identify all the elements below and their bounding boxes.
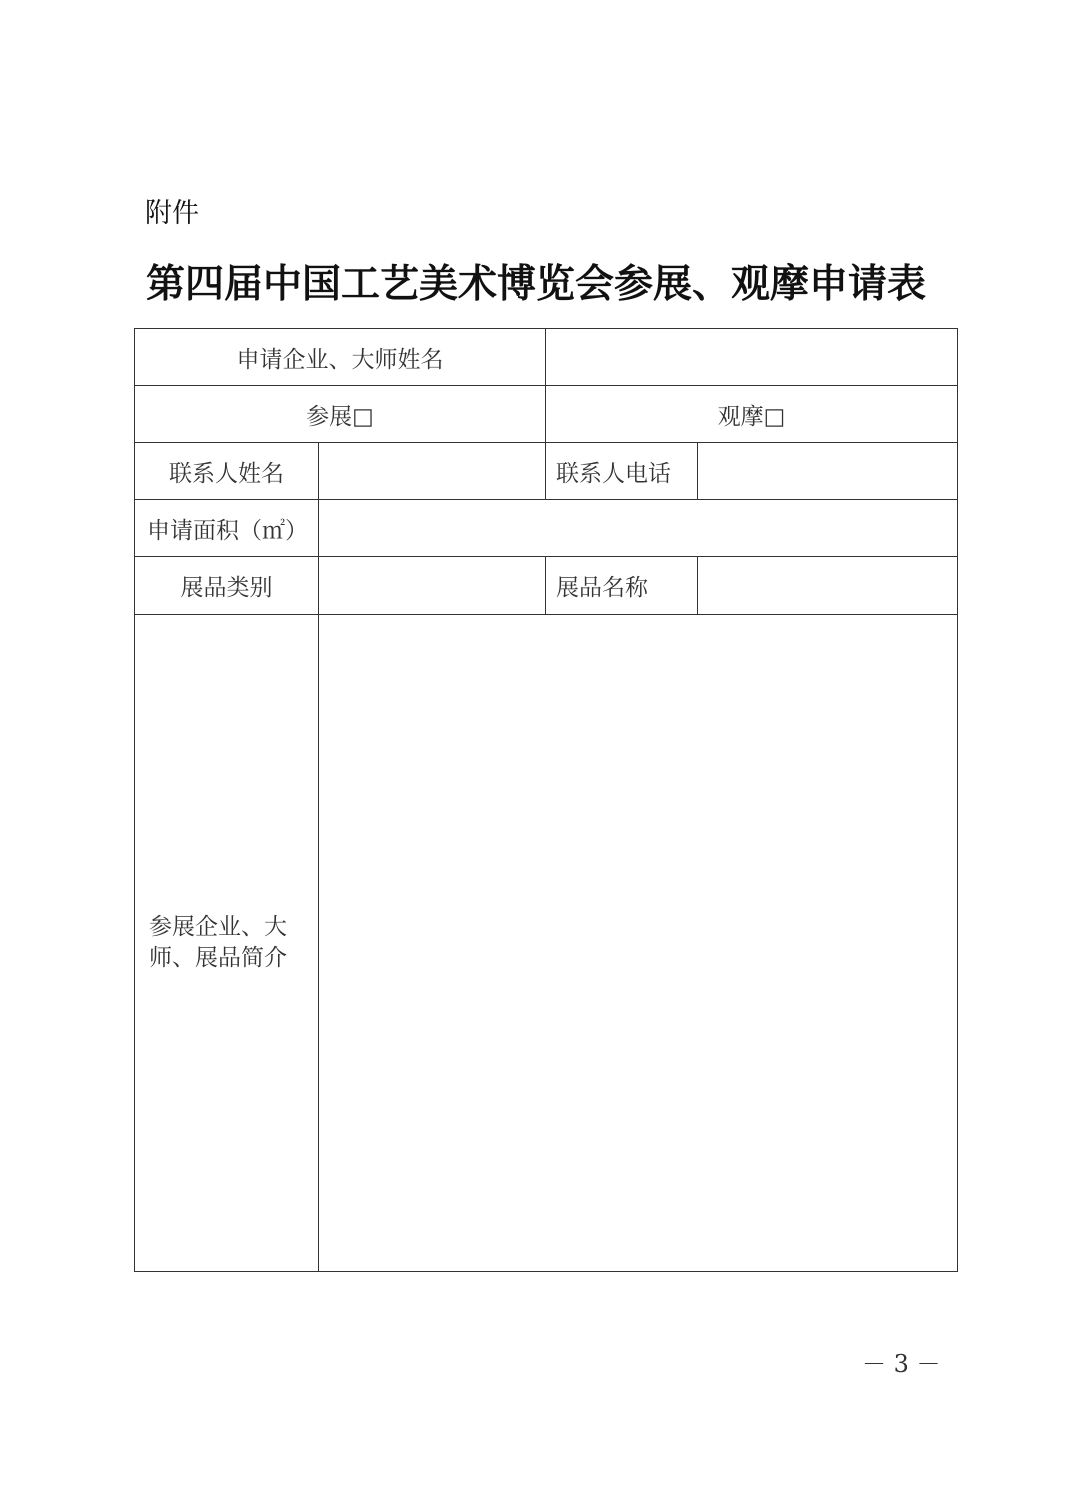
- applicant-label: 申请企业、大师姓名: [135, 329, 546, 386]
- applicant-field[interactable]: [546, 329, 958, 386]
- product-name-field[interactable]: [698, 557, 958, 614]
- form-row-area: [135, 500, 958, 557]
- introduction-label: 参展企业、大师、展品简介: [135, 614, 319, 1271]
- introduction-field[interactable]: [319, 614, 958, 1271]
- page-number: － 3 －: [862, 1350, 941, 1378]
- contact-phone-label: 联系人电话: [546, 443, 698, 500]
- contact-phone-field[interactable]: [698, 443, 958, 500]
- form-row-introduction: [135, 614, 958, 1271]
- category-field[interactable]: [319, 557, 546, 614]
- category-label: 展品类别: [135, 557, 319, 614]
- form-row-applicant: [135, 329, 958, 386]
- area-label: 申请面积（㎡）: [135, 500, 319, 557]
- document-title: 第四届中国工艺美术博览会参展、观摩申请表: [146, 261, 927, 307]
- product-name-label: 展品名称: [546, 557, 698, 614]
- application-form-table: [134, 328, 958, 1272]
- exhibit-checkbox-option[interactable]: 参展□: [135, 386, 546, 443]
- form-row-contact: [135, 443, 958, 500]
- contact-name-field[interactable]: [319, 443, 546, 500]
- form-row-participation-type: [135, 386, 958, 443]
- contact-name-label: 联系人姓名: [135, 443, 319, 500]
- area-field[interactable]: [319, 500, 958, 557]
- form-row-product: [135, 557, 958, 614]
- attachment-label: 附件: [145, 198, 199, 229]
- observe-checkbox-option[interactable]: 观摩□: [546, 386, 958, 443]
